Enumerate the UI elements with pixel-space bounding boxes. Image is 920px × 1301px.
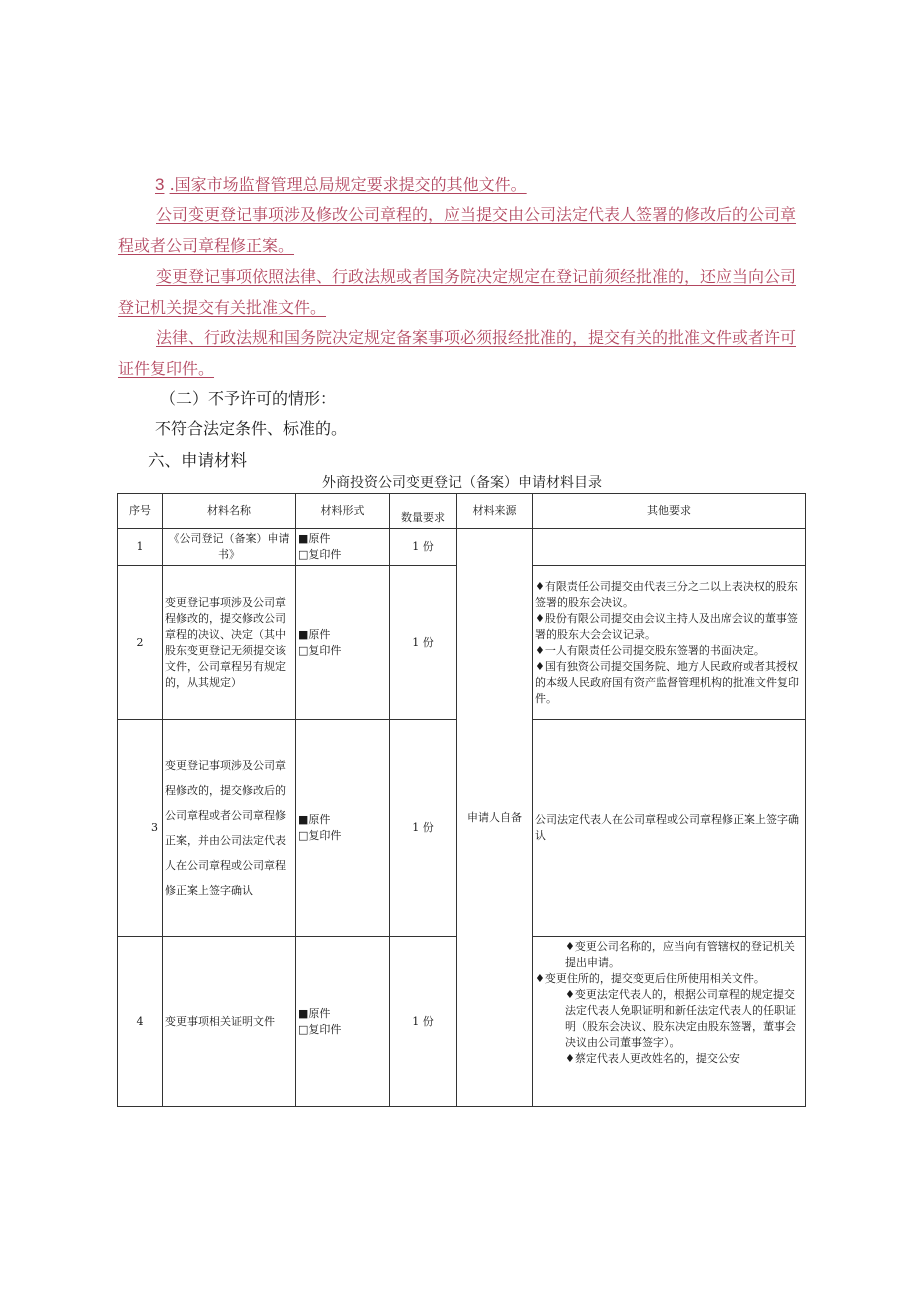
row-no: 3 — [118, 720, 163, 937]
form-copy: □复印件 — [298, 1022, 342, 1036]
materials-table — [117, 493, 806, 1107]
row-no: 1 — [118, 529, 163, 566]
row-name: 变更登记事项涉及公司章程修改的，提交修改公司章程的决议、决定（其中股东变更登记无须提交该文件，公司章程另有规定的，从其规定） — [163, 566, 296, 720]
row-name: 变更事项相关证明文件 — [163, 937, 296, 1107]
item-text: .国家市场监督管理总局规定要求提交的其他文件。 — [169, 175, 527, 194]
row-qty: 1 份 — [390, 529, 457, 566]
item-number: 3 — [155, 175, 165, 194]
row-form — [296, 720, 390, 937]
row-no: 4 — [118, 937, 163, 1107]
form-copy: □复印件 — [298, 548, 342, 561]
header-qty: 数量要求 — [390, 494, 457, 529]
row-qty: 1 份 — [390, 720, 457, 937]
header-requirements: 其他要求 — [533, 494, 806, 529]
row-source: 申请人自备 — [457, 529, 533, 1107]
header-form: 材料形式 — [296, 494, 390, 529]
header-name: 材料名称 — [163, 494, 296, 529]
paragraph-text: 法律、行政法规和国务院决定规定备案事项必须报经批准的，提交有关的批准文件或者许可证件复印件。 — [118, 328, 797, 378]
header-source: 材料来源 — [457, 494, 533, 529]
requirement-item: ♦一人有限责任公司提交股东签署的书面决定。 — [535, 643, 765, 657]
requirement-item: ♦变更住所的，提交变更后住所使用相关文件。 — [535, 972, 765, 985]
row-requirements — [533, 566, 806, 720]
row-qty: 1 份 — [390, 937, 457, 1107]
requirement-item: ♦变更法定代表人的，根据公司章程的规定提交法定代表人免职证明和新任法定代表人的任职证明（股东会决议、股东决定由股东签署，董事会决议由公司董事签字）。 — [565, 988, 796, 1049]
paragraph-approval-documents — [118, 261, 808, 323]
requirement-item: ♦有限责任公司提交由代表三分之二以上表决权的股东签署的股东会决议。 — [535, 579, 798, 609]
form-copy: □复印件 — [298, 829, 342, 842]
form-original: ■原件 — [298, 813, 331, 826]
form-original: ■原件 — [298, 532, 331, 545]
table-title: 外商投资公司变更登记（备案）申请材料目录 — [322, 475, 602, 491]
row-requirements — [533, 720, 806, 937]
paragraph-other-documents — [155, 169, 845, 200]
form-original: ■原件 — [298, 1006, 331, 1020]
section-heading-materials: 六、申请材料 — [148, 451, 247, 470]
paragraph-filing-approval — [118, 322, 808, 384]
row-requirements — [533, 529, 806, 566]
form-original: ■原件 — [298, 627, 331, 641]
row-name: 变更登记事项涉及公司章程修改的，提交修改后的公司章程或者公司章程修正案，并由公司法定代表人在公司章程或公司章程修正案上签字确认 — [163, 720, 296, 937]
row-qty: 1 份 — [390, 566, 457, 720]
paragraph-no-permit-condition: 不符合法定条件、标准的。 — [155, 419, 348, 438]
row-form — [296, 529, 390, 566]
row-form — [296, 566, 390, 720]
requirement-item: 公司法定代表人在公司章程或公司章程修正案上签字确认 — [535, 813, 799, 842]
requirement-item: ♦国有独资公司提交国务院、地方人民政府或者其授权的本级人民政府国有资产监督管理机构的批准文件复印件。 — [535, 659, 799, 705]
row-no: 2 — [118, 566, 163, 720]
row-requirements — [533, 937, 806, 1107]
paragraph-text: 公司变更登记事项涉及修改公司章程的，应当提交由公司法定代表人签署的修改后的公司章程或者公司章程修正案。 — [118, 205, 797, 255]
form-copy: □复印件 — [298, 643, 342, 657]
requirement-item: ♦蔡定代表人更改姓名的，提交公安 — [565, 1052, 740, 1065]
paragraph-articles-amendment — [118, 199, 808, 261]
row-form — [296, 937, 390, 1107]
requirement-item: ♦股份有限公司提交由会议主持人及出席会议的董事签署的股东大会会议记录。 — [535, 611, 798, 641]
table-header-row — [118, 494, 806, 529]
table-row — [118, 529, 806, 566]
section-no-permit: （二）不予许可的情形： — [160, 389, 337, 408]
header-no: 序号 — [118, 494, 163, 529]
paragraph-text: 变更登记事项依照法律、行政法规或者国务院决定规定在登记前须经批准的，还应当向公司登记机关提交有关批准文件。 — [118, 267, 797, 317]
requirement-item: ♦变更公司名称的，应当向有管辖权的登记机关提出申请。 — [565, 940, 795, 969]
row-name: 《公司登记（备案）申请书》 — [163, 529, 296, 566]
